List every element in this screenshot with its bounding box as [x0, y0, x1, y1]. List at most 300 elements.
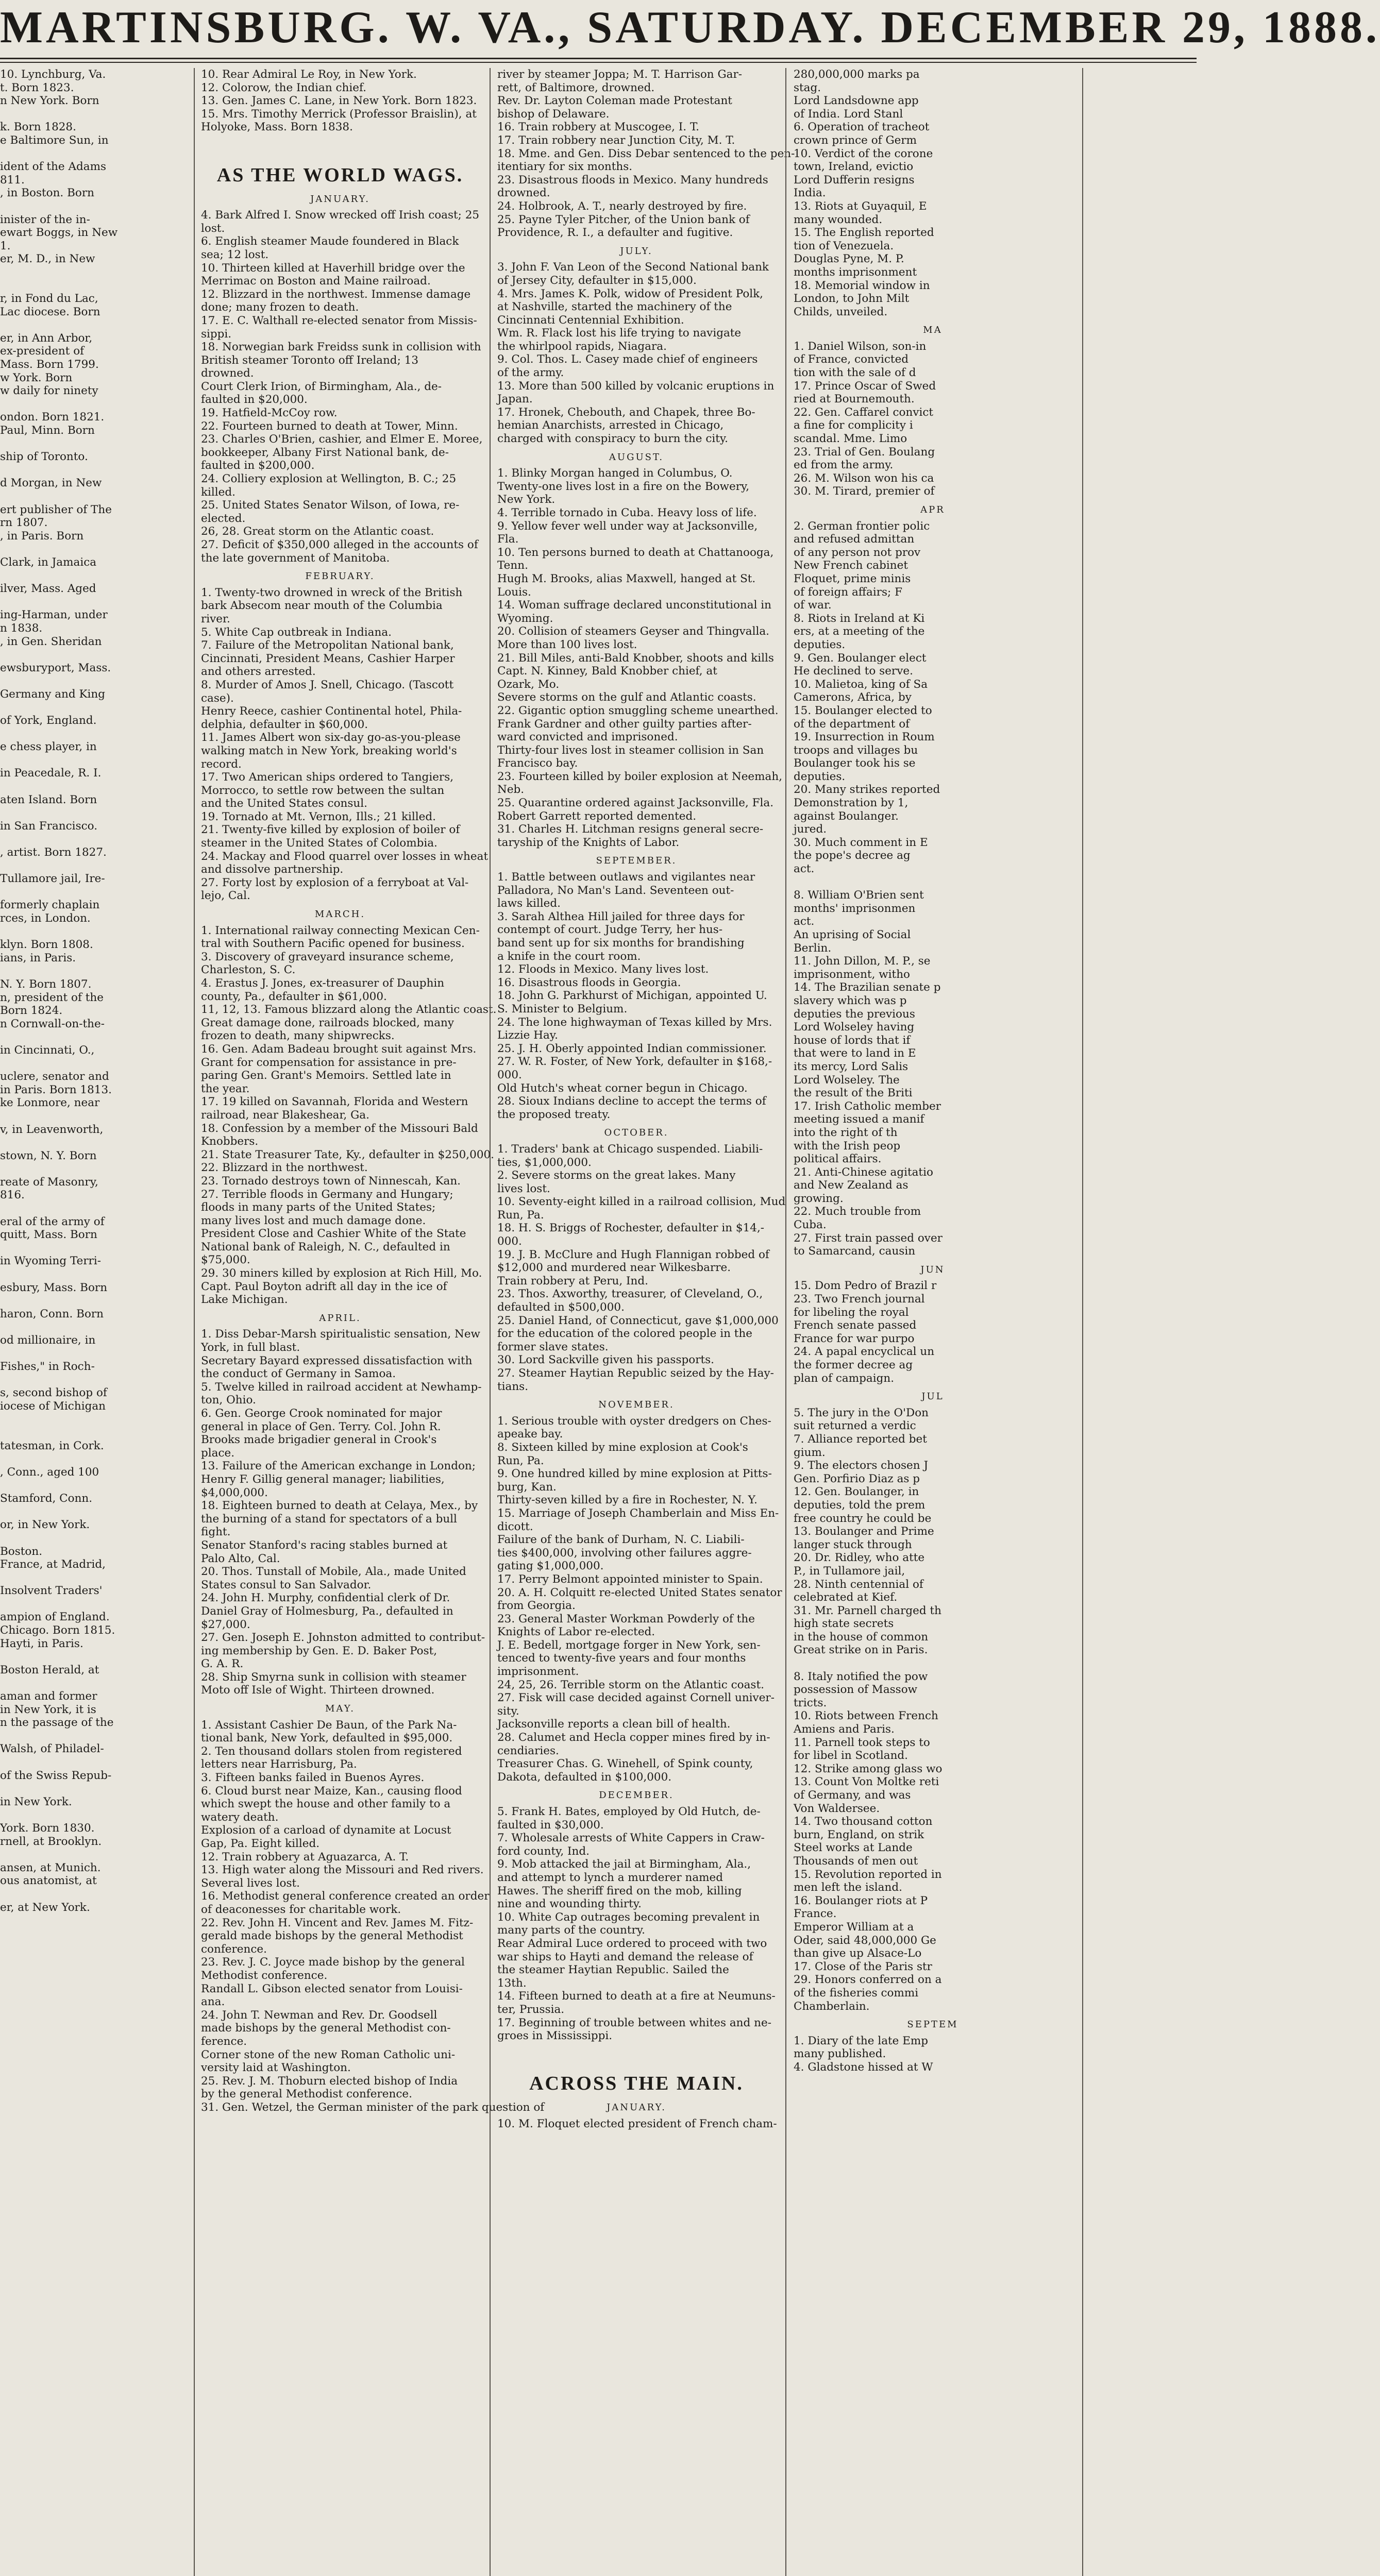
text-line: 6. Cloud burst near Maize, Kan., causing flood: [201, 1784, 462, 1798]
line-gap: [0, 964, 186, 978]
text-line: ansen, at Munich.: [0, 1861, 101, 1874]
text-line: than give up Alsace-Lo: [794, 1947, 922, 1960]
line-gap: [0, 490, 186, 503]
text-line: 12. Floods in Mexico. Many lives lost.: [497, 963, 709, 976]
text-line: Childs, unveiled.: [794, 305, 888, 318]
text-line: 816.: [0, 1189, 25, 1202]
text-line: haron, Conn. Born: [0, 1307, 104, 1320]
text-line: with the Irish peop: [794, 1139, 901, 1153]
month-subheading: APRIL.: [319, 1312, 361, 1324]
text-line: Camerons, Africa, by: [794, 691, 912, 704]
text-line: 26. M. Wilson won his ca: [794, 471, 934, 485]
line-gap: [0, 1294, 186, 1308]
text-line: by the general Methodist conference.: [201, 2088, 412, 2101]
text-line: ewart Boggs, in New: [0, 226, 118, 240]
text-line: Rear Admiral Luce ordered to proceed with two: [497, 1937, 767, 1950]
text-line: 3. John F. Van Leon of the Second National bank: [497, 261, 769, 274]
text-line: 27. Terrible floods in Germany and Hungary;: [201, 1188, 453, 1201]
text-line: Insolvent Traders': [0, 1584, 103, 1598]
month-subheading: FEBRUARY.: [305, 571, 375, 582]
text-line: Cuba.: [794, 1218, 827, 1232]
text-line: Francisco bay.: [497, 757, 578, 770]
text-line: Von Waldersee.: [794, 1802, 880, 1815]
text-line: 17. Hronek, Chebouth, and Chapek, three Bo-: [497, 405, 755, 419]
text-line: drowned.: [201, 367, 254, 380]
text-line: Randall L. Gibson elected senator from Louisi-: [201, 1982, 463, 1995]
text-line: s, second bishop of: [0, 1386, 107, 1400]
text-line: in the house of common: [794, 1630, 929, 1643]
text-line: or, in New York.: [0, 1518, 90, 1532]
line-gap: [0, 108, 186, 121]
text-line: 17. Close of the Paris str: [794, 1960, 932, 1973]
text-line: former slave states.: [497, 1340, 609, 1353]
text-line: in Cincinnati, O.,: [0, 1043, 95, 1057]
text-line: which swept the house and other family to a: [201, 1798, 451, 1811]
text-line: er, in Ann Arbor,: [0, 331, 93, 345]
text-line: ties, $1,000,000.: [497, 1156, 592, 1169]
text-line: of the department of: [794, 717, 910, 731]
text-line: 25. United States Senator Wilson, of Iowa, re-: [201, 499, 460, 512]
text-line: stown, N. Y. Born: [0, 1149, 97, 1162]
text-line: imprisonment.: [497, 1665, 579, 1679]
text-line: and attempt to lynch a murderer named: [497, 1871, 723, 1884]
text-line: apeake bay.: [497, 1428, 563, 1441]
text-line: jured.: [794, 823, 827, 836]
text-line: v, in Leavenworth,: [0, 1123, 104, 1136]
text-line: stag.: [794, 81, 821, 94]
text-line: Robert Garrett reported demented.: [497, 809, 697, 823]
text-line: Capt. Paul Boyton adrift all day in the ice of: [201, 1280, 447, 1293]
text-line: Jacksonville reports a clean bill of health.: [497, 1718, 731, 1731]
line-gap: [0, 1413, 186, 1427]
text-line: 20. Collision of steamers Geyser and Thingvalla.: [497, 625, 770, 638]
text-line: tians.: [497, 1380, 529, 1393]
line-gap: [1090, 266, 1197, 279]
line-gap: [0, 925, 186, 939]
text-line: , Conn., aged 100: [0, 1465, 99, 1479]
text-line: of war.: [794, 599, 832, 612]
text-line: itentiary for six months.: [497, 160, 633, 174]
line-gap: [0, 1756, 186, 1769]
text-line: French senate passed: [794, 1319, 917, 1332]
text-line: Neb.: [497, 783, 525, 796]
text-line: 17. Train robbery near Junction City, M. T.: [497, 133, 735, 147]
text-line: 4. Erastus J. Jones, ex-treasurer of Dauphin: [201, 977, 445, 990]
text-line: Paul, Minn. Born: [0, 424, 95, 437]
text-line: Great damage done, railroads blocked, many: [201, 1016, 455, 1029]
text-line: 9. Mob attacked the jail at Birmingham, Ala.,: [497, 1858, 751, 1871]
text-line: a knife in the court room.: [497, 950, 641, 963]
text-line: aman and former: [0, 1690, 97, 1703]
text-line: 18. Confession by a member of the Missouri Bald: [201, 1122, 478, 1135]
text-line: New York.: [497, 493, 556, 506]
text-line: Severe storms on the gulf and Atlantic coasts.: [497, 691, 756, 704]
line-gap: [0, 648, 186, 662]
text-line: ians, in Paris.: [0, 951, 76, 964]
line-gap: [1090, 174, 1197, 187]
line-gap: [1090, 81, 1197, 95]
text-line: Ozark, Mo.: [497, 677, 560, 691]
text-line: 10. Riots between French: [794, 1709, 938, 1723]
text-line: ewsburyport, Mass.: [0, 661, 111, 674]
text-line: of the Swiss Repub-: [0, 1769, 112, 1782]
text-line: bookkeeper, Albany First National bank, de-: [201, 446, 449, 459]
text-line: 27. Steamer Haytian Republic seized by the Hay-: [497, 1367, 774, 1380]
text-line: P., in Tullamore jail,: [794, 1564, 905, 1578]
text-line: the whirlpool rapids, Niagara.: [497, 340, 667, 353]
text-line: the conduct of Germany in Samoa.: [201, 1367, 396, 1381]
text-line: 25. J. H. Oberly appointed Indian commissioner.: [497, 1042, 767, 1055]
text-line: tenced to twenty-five years and four months: [497, 1652, 746, 1665]
text-line: 10. M. Floquet elected president of French cham-: [497, 2117, 777, 2130]
text-line: 16. Train robbery at Muscogee, I. T.: [497, 121, 699, 134]
text-line: 10. Malietoa, king of Sa: [794, 677, 928, 691]
text-line: 28. Ship Smyrna sunk in collision with steamer: [201, 1670, 466, 1684]
text-line: r, in Fond du Lac,: [0, 292, 98, 306]
text-line: Stamford, Conn.: [0, 1492, 93, 1505]
text-line: British steamer Toronto off Ireland; 13: [201, 353, 419, 367]
text-line: 24. John T. Newman and Rev. Dr. Goodsell: [201, 2008, 437, 2022]
text-line: 17. E. C. Walthall re-elected senator from Missis-: [201, 314, 477, 327]
text-line: inister of the in-: [0, 213, 90, 226]
text-line: plan of campaign.: [794, 1371, 895, 1385]
text-line: New French cabinet: [794, 559, 908, 572]
text-line: Several lives lost.: [201, 1876, 300, 1890]
text-line: ship of Toronto.: [0, 450, 88, 464]
month-subheading: SEPTEMBER.: [596, 855, 677, 867]
text-line: house of lords that if: [794, 1033, 911, 1047]
text-line: 14. Two thousand cotton: [794, 1815, 933, 1828]
text-line: 12. Gen. Boulanger, in: [794, 1485, 919, 1499]
text-line: delphia, defaulter in $60,000.: [201, 718, 368, 731]
text-line: rnell, at Brooklyn.: [0, 1835, 102, 1848]
text-line: 000.: [497, 1235, 522, 1248]
text-line: rett, of Baltimore, drowned.: [497, 81, 655, 94]
month-subheading: OCTOBER.: [604, 1127, 669, 1139]
line-gap: [0, 780, 186, 793]
text-line: charged with conspiracy to burn the city.: [497, 432, 729, 446]
text-line: ward convicted and imprisoned.: [497, 731, 678, 744]
text-line: killed.: [201, 485, 235, 499]
month-subheading: JANUARY.: [607, 2102, 666, 2113]
text-line: 25. Payne Tyler Pitcher, of the Union bank of: [497, 213, 750, 226]
text-line: hemian Anarchists, arrested in Chicago,: [497, 419, 724, 432]
text-line: and others arrested.: [201, 665, 316, 679]
text-line: 9. Gen. Boulanger elect: [794, 651, 927, 665]
text-line: tral with Southern Pacific opened for business.: [201, 937, 465, 951]
text-line: Lord Wolseley having: [794, 1021, 915, 1034]
text-line: ers, at a meeting of the: [794, 625, 925, 638]
text-line: 18. H. S. Briggs of Rochester, defaulter in $14,-: [497, 1222, 765, 1235]
text-line: , in Paris. Born: [0, 529, 84, 543]
text-line: 12. Colorow, the Indian chief.: [201, 81, 367, 94]
text-line: Explosion of a carload of dynamite at Locust: [201, 1824, 451, 1837]
line-gap: [0, 727, 186, 741]
masthead-rule-top: [0, 58, 1197, 59]
text-line: 2. Severe storms on the great lakes. Many: [497, 1169, 736, 1182]
text-line: $27,000.: [201, 1618, 250, 1631]
text-line: 14. Woman suffrage declared unconstitutional in: [497, 599, 772, 612]
text-line: tricts.: [794, 1696, 827, 1709]
text-line: 13. Gen. James C. Lane, in New York. Born 1823.: [201, 94, 477, 108]
line-gap: [0, 1650, 186, 1664]
text-line: Gap, Pa. Eight killed.: [201, 1837, 320, 1850]
text-line: deputies, told the prem: [794, 1498, 925, 1512]
text-line: Rev. Dr. Layton Coleman made Protestant: [497, 94, 732, 108]
text-line: Lizzie Hay.: [497, 1029, 558, 1042]
text-line: lejo, Cal.: [201, 889, 250, 903]
text-line: Steel works at Lande: [794, 1841, 913, 1855]
text-line: 811.: [0, 173, 25, 187]
text-line: ous anatomist, at: [0, 1874, 97, 1888]
text-line: the proposed treaty.: [497, 1108, 611, 1121]
text-line: d Morgan, in New: [0, 477, 102, 490]
text-line: n, president of the: [0, 991, 104, 1004]
text-line: months' imprisonmen: [794, 902, 916, 915]
text-line: Boulanger took his se: [794, 757, 916, 770]
text-line: many parts of the country.: [497, 1924, 645, 1937]
text-line: 18. Mme. and Gen. Diss Debar sentenced to the pen-: [497, 147, 795, 160]
text-line: 280,000,000 marks pa: [794, 68, 920, 81]
text-line: 21. State Treasurer Tate, Ky., defaulter in $250,000.: [201, 1148, 495, 1161]
line-gap: [1090, 121, 1197, 134]
text-line: Gen. Porfirio Diaz as p: [794, 1472, 920, 1485]
text-line: Floquet, prime minis: [794, 572, 911, 585]
text-line: 23. Rev. J. C. Joyce made bishop by the general: [201, 1956, 465, 1969]
text-line: langer stuck through: [794, 1538, 912, 1551]
text-line: 15. Mrs. Timothy Merrick (Professor Braislin), at: [201, 107, 477, 121]
text-line: $12,000 and murdered near Wilkesbarre.: [497, 1261, 731, 1275]
text-line: Frank Gardner and other guilty parties after-: [497, 717, 752, 731]
text-line: ert publisher of The: [0, 503, 112, 516]
line-gap: [0, 754, 186, 767]
text-line: 28. Ninth centennial of: [794, 1578, 923, 1591]
text-line: 5. White Cap outbreak in Indiana.: [201, 625, 392, 639]
text-line: 13. High water along the Missouri and Red rivers.: [201, 1863, 484, 1877]
text-line: 27. Deficit of $350,000 alleged in the accounts of: [201, 538, 478, 551]
text-line: 10. Seventy-eight killed in a railroad collision, Mud: [497, 1195, 786, 1209]
text-line: the former decree ag: [794, 1359, 913, 1371]
text-line: crown prince of Germ: [794, 133, 917, 147]
text-line: and refused admittan: [794, 533, 915, 546]
text-line: 20. Thos. Tunstall of Mobile, Ala., made United: [201, 1565, 466, 1579]
text-line: 24. John H. Murphy, confidential clerk of Dr.: [201, 1591, 450, 1605]
text-line: Moto off Isle of Wight. Thirteen drowned.: [201, 1684, 435, 1697]
column-deaths: [0, 68, 186, 2576]
text-line: 14. The Brazilian senate p: [794, 981, 941, 994]
text-line: and the United States consul.: [201, 797, 367, 810]
section-heading: ACROSS THE MAIN.: [529, 2073, 744, 2095]
text-line: 12. Strike among glass wo: [794, 1762, 943, 1775]
text-line: London, to John Milt: [794, 292, 910, 306]
line-gap: [0, 1532, 186, 1545]
text-line: 22. Much trouble from: [794, 1205, 921, 1218]
text-line: record.: [201, 757, 242, 771]
text-line: 4. Gladstone hissed at W: [794, 2060, 933, 2074]
text-line: 6. English steamer Maude foundered in Black: [201, 235, 459, 248]
text-line: iocese of Michigan: [0, 1399, 106, 1413]
line-gap: [0, 1479, 186, 1493]
text-line: gating $1,000,000.: [497, 1560, 604, 1573]
text-line: Dakota, defaulted in $100,000.: [497, 1770, 672, 1784]
month-subheading: APR: [920, 504, 945, 515]
line-gap: [0, 1730, 186, 1743]
text-line: the late government of Manitoba.: [201, 551, 390, 565]
text-line: G. A. R.: [201, 1657, 244, 1671]
text-line: for libel in Scotland.: [794, 1749, 908, 1762]
text-line: 5. Twelve killed in railroad accident at Newhamp-: [201, 1380, 482, 1394]
text-line: case).: [201, 691, 234, 705]
text-line: faulted in $20,000.: [201, 393, 308, 406]
text-line: Daniel Gray of Holmesburg, Pa., defaulted in: [201, 1604, 453, 1618]
text-line: 20. Many strikes reported: [794, 783, 940, 796]
column-divider: [194, 68, 195, 2576]
text-line: uclere, senator and: [0, 1070, 109, 1083]
text-line: town, Ireland, evictio: [794, 160, 914, 174]
text-line: Chamberlain.: [794, 1999, 870, 2013]
text-line: cendiaries.: [497, 1744, 559, 1757]
text-line: 23. Two French journal: [794, 1293, 925, 1306]
text-line: klyn. Born 1808.: [0, 938, 93, 952]
text-line: war ships to Hayti and demand the release of: [497, 1950, 753, 1963]
text-line: 8. Sixteen killed by mine explosion at Cook's: [497, 1440, 748, 1454]
column-divider: [490, 68, 491, 2576]
line-gap: [0, 674, 186, 688]
text-line: 12. Blizzard in the northwest. Immense damage: [201, 287, 471, 301]
text-line: , artist. Born 1827.: [0, 846, 107, 859]
text-line: 18. John G. Parkhurst of Michigan, appointed U.: [497, 989, 767, 1003]
text-line: er, at New York.: [0, 1901, 90, 1914]
text-line: months imprisonment: [794, 265, 917, 279]
text-line: n 1838.: [0, 621, 43, 635]
text-line: 23. Fourteen killed by boiler explosion at Neemah,: [497, 770, 783, 783]
text-line: 3. Fifteen banks failed in Buenos Ayres.: [201, 1771, 425, 1785]
text-line: ed from the army.: [794, 459, 894, 472]
text-line: general in place of Gen. Terry. Col. John R.: [201, 1420, 441, 1433]
text-line: floods in many parts of the United States;: [201, 1201, 436, 1214]
text-line: 9. Yellow fever well under way at Jacksonville,: [497, 519, 758, 533]
text-line: 24. Holbrook, A. T., nearly destroyed by fire.: [497, 199, 747, 213]
text-line: 10. Thirteen killed at Haverhill bridge over the: [201, 261, 465, 275]
line-gap: [0, 806, 186, 820]
text-line: tatesman, in Cork.: [0, 1439, 104, 1452]
text-line: Hayti, in Paris.: [0, 1637, 83, 1650]
text-line: conference.: [201, 1942, 267, 1956]
text-line: 6. Operation of tracheot: [794, 121, 930, 134]
text-line: sity.: [497, 1704, 519, 1718]
text-line: An uprising of Social: [794, 928, 911, 941]
text-line: India.: [794, 187, 826, 200]
text-line: Germany and King: [0, 687, 106, 701]
line-gap: [0, 1030, 186, 1044]
line-gap: [0, 1505, 186, 1519]
line-gap: [0, 1888, 186, 1901]
text-line: 16. Gen. Adam Badeau brought suit against Mrs.: [201, 1042, 477, 1056]
line-gap: [1090, 94, 1197, 108]
text-line: 21. Twenty-five killed by explosion of boiler of: [201, 823, 460, 837]
text-line: Grant for compensation for assistance in pre-: [201, 1056, 457, 1069]
text-line: of York, England.: [0, 714, 97, 727]
text-line: 23. Disastrous floods in Mexico. Many hundreds: [497, 173, 768, 187]
month-subheading: JUL: [921, 1391, 944, 1402]
text-line: rces, in London.: [0, 912, 91, 925]
text-line: Court Clerk Irion, of Birmingham, Ala., de-: [201, 380, 442, 393]
text-line: 5. The jury in the O'Don: [794, 1406, 929, 1419]
column-divider: [785, 68, 786, 2576]
text-line: Palladora, No Man's Land. Seventeen out-: [497, 884, 734, 897]
text-line: 13th.: [497, 1976, 527, 1990]
text-line: 31. Gen. Wetzel, the German minister of the park question of: [201, 2100, 545, 2114]
text-line: of France, convicted: [794, 353, 909, 366]
text-line: 28. Sioux Indians decline to accept the terms of: [497, 1095, 766, 1108]
text-line: 18. Norwegian bark Freidss sunk in collision with: [201, 341, 481, 354]
text-line: , in Boston. Born: [0, 187, 94, 200]
line-gap: [0, 543, 186, 556]
text-line: 27. First train passed over: [794, 1231, 943, 1245]
text-line: States consul to San Salvador.: [201, 1578, 372, 1591]
text-line: e Baltimore Sun, in: [0, 133, 109, 147]
text-line: 10. White Cap outrages becoming prevalent in: [497, 1910, 760, 1924]
line-gap: [0, 1452, 186, 1466]
line-gap: [0, 266, 186, 279]
text-line: in Wyoming Terri-: [0, 1255, 102, 1268]
text-line: river by steamer Joppa; M. T. Harrison Gar-: [497, 68, 743, 81]
text-line: He declined to serve.: [794, 665, 913, 678]
line-gap: [0, 1598, 186, 1611]
masthead: [0, 0, 1380, 61]
text-line: act.: [794, 915, 815, 928]
text-line: imprisonment, witho: [794, 968, 910, 981]
text-line: Wm. R. Flack lost his life trying to navigate: [497, 327, 742, 340]
text-line: 11. John Dillon, M. P., se: [794, 955, 931, 968]
text-line: 15. Marriage of Joseph Chamberlain and Miss En-: [497, 1506, 779, 1520]
text-line: ex-president of: [0, 345, 85, 358]
text-line: Fla.: [497, 533, 519, 546]
text-line: burn, England, on strik: [794, 1828, 924, 1841]
text-line: versity laid at Washington.: [201, 2061, 351, 2075]
text-line: for libeling the royal: [794, 1306, 909, 1319]
text-line: Train robbery at Peru, Ind.: [497, 1274, 648, 1287]
text-line: Hugh M. Brooks, alias Maxwell, hanged at St.: [497, 572, 756, 585]
text-line: 5. Frank H. Bates, employed by Old Hutch, de-: [497, 1805, 761, 1818]
text-line: Knights of Labor re-elected.: [497, 1625, 655, 1639]
text-line: 24. Colliery explosion at Wellington, B. C.; 25: [201, 472, 457, 486]
text-line: political affairs.: [794, 1153, 882, 1166]
text-line: 13. Failure of the American exchange in London;: [201, 1460, 476, 1473]
month-subheading: JUN: [920, 1264, 945, 1275]
text-line: ing membership by Gen. E. D. Baker Post,: [201, 1644, 437, 1657]
text-line: esbury, Mass. Born: [0, 1281, 108, 1294]
text-line: w daily for ninety: [0, 384, 98, 398]
text-line: ford county, Ind.: [497, 1844, 590, 1858]
text-line: 19. J. B. McClure and Hugh Flannigan robbed of: [497, 1248, 769, 1261]
text-line: 23. Tornado destroys town of Ninnescah, Kan.: [201, 1174, 461, 1188]
text-line: taryship of the Knights of Labor.: [497, 836, 680, 849]
text-line: 1. Diss Debar-Marsh spiritualistic sensation, New: [201, 1328, 480, 1341]
text-line: 9. The electors chosen J: [794, 1459, 929, 1472]
text-line: N. Y. Born 1807.: [0, 977, 92, 991]
line-gap: [0, 437, 186, 451]
text-line: for the education of the colored people in the: [497, 1327, 752, 1341]
text-line: at Nashville, started the machinery of the: [497, 300, 732, 314]
month-subheading: JANUARY.: [310, 193, 370, 205]
text-line: in New York, it is: [0, 1703, 96, 1716]
text-line: od millionaire, in: [0, 1334, 96, 1347]
section-heading: AS THE WORLD WAGS.: [216, 164, 464, 186]
text-line: eral of the army of: [0, 1215, 105, 1228]
line-gap: [1090, 292, 1197, 306]
text-line: 27. Fisk will case decided against Cornell univer-: [497, 1691, 775, 1705]
